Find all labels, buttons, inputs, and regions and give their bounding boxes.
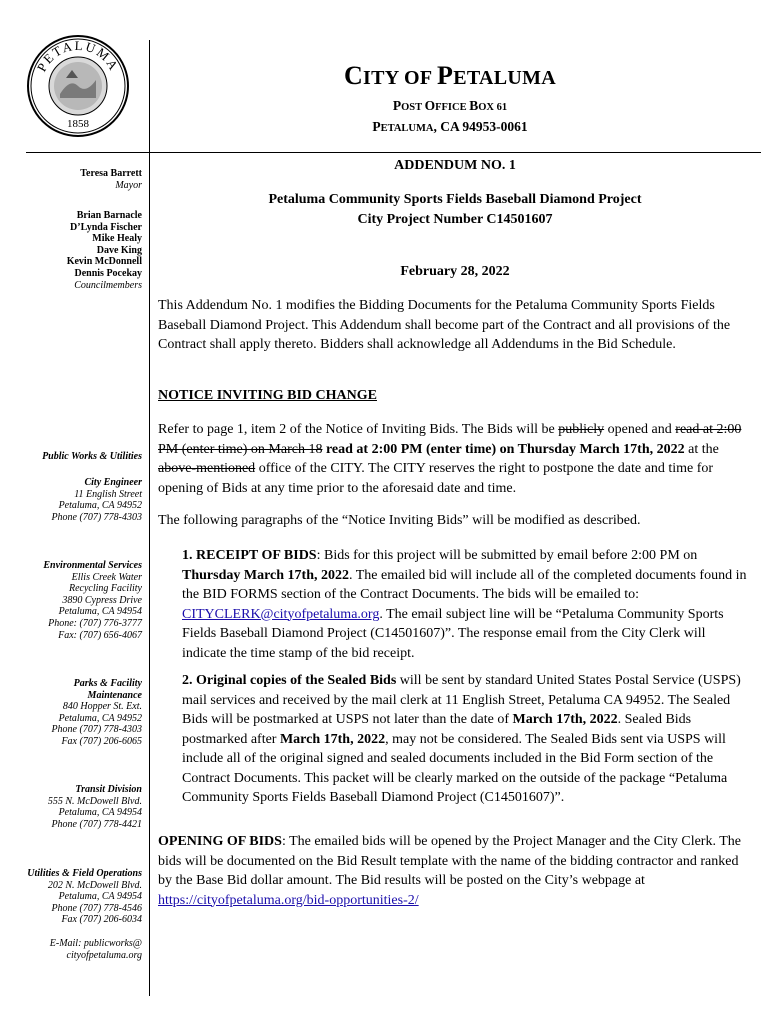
- sidebar-officials: [0, 168, 142, 191]
- council-member: D’Lynda Fischer: [70, 221, 142, 233]
- email-line: E-Mail: publicworks@: [49, 938, 142, 949]
- receipt-of-bids-item: 1. RECEIPT OF BIDS: Bids for this project will be submitted by email before 2:00 PM on Thursday March 17th, 2022. The emailed bid will include all of the completed documents found in the BID FORMS section of the Contract Documents. The bids will be emailed to: CITYCLERK@cityofpetaluma.org. The email subject line will be “Petaluma Community Sports Fields Baseball Diamond Project (C14501607)”. The response email from the City Clerk will indicate the time stamp of the bid receipt.: [182, 548, 747, 661]
- city-engineer-title: City Engineer: [84, 477, 142, 488]
- page-title: CITY OF PETALUMA: [343, 61, 557, 90]
- horizontal-divider: [26, 152, 761, 153]
- address-line: Petaluma, CA 94952: [58, 712, 142, 724]
- city-seal-logo: [26, 34, 130, 138]
- fax-line: Fax (707) 206-6034: [61, 914, 142, 926]
- vertical-divider: [149, 40, 150, 996]
- bid-opportunities-link[interactable]: https://cityofpetaluma.org/bid-opportunities-2/: [158, 892, 419, 908]
- email-line: cityofpetaluma.org: [66, 949, 142, 961]
- environmental-title: Environmental Services: [43, 560, 142, 571]
- sidebar-utilities: [0, 868, 142, 926]
- following-paragraph: The following paragraphs of the “Notice Inviting Bids” will be modified as described.: [158, 513, 641, 528]
- svg-text:PETALUMA: PETALUMA: [33, 37, 123, 75]
- letterhead: [150, 58, 750, 138]
- parks-title: Parks & Facility: [73, 678, 142, 689]
- address-line: Petaluma, CA 94954: [58, 891, 142, 903]
- address-line: Recycling Facility: [68, 583, 142, 595]
- transit-title: Transit Division: [75, 784, 142, 795]
- address-line: 202 N. McDowell Blvd.: [47, 879, 142, 891]
- intro-paragraph: This Addendum No. 1 modifies the Bidding Documents for the Petaluma Community Sports Fields Baseball Diamond Project. This Addendum shall become part of the Contract and all provisions of the Contract shall apply thereto. Bidders shall acknowledge all Addendums in the Bid Schedule.: [158, 298, 731, 352]
- council-title: Councilmembers: [74, 279, 142, 291]
- phone-line: Phone (707) 778-4546: [51, 902, 142, 914]
- address-line: Ellis Creek Water: [71, 571, 142, 583]
- fax-line: Fax: (707) 656-4067: [58, 629, 142, 641]
- sidebar-email: [0, 938, 142, 961]
- sidebar-transit: [0, 784, 142, 830]
- phone-line: Phone: (707) 776-3777: [48, 617, 142, 629]
- svg-text:1858: 1858: [67, 118, 89, 130]
- sealed-bids-item: 2. Original copies of the Sealed Bids will be sent by standard United States Postal Service (USPS) mail services and received by the mail clerk at 11 English Street, Petaluma CA 94952. The Sealed Bids will be postmarked at USPS not later than the date of March 17th, 2022. Sealed Bids postmarked after March 17th, 2022, may not be considered. The Sealed Bids sent via USPS will include all of the original signed and sealed documents included in the Bid Form section of the Contract Documents. This packet will be clearly marked on the outside of the package “Petaluma Community Sports Fields Baseball Diamond Project (C14501607)”.: [182, 673, 741, 805]
- addendum-number: ADDENDUM NO. 1: [394, 158, 516, 173]
- utilities-title: Utilities & Field Operations: [27, 868, 142, 879]
- city-address-line: PETALUMA, CA 94953-0061: [372, 119, 528, 134]
- address-line: Petaluma, CA 94952: [58, 500, 142, 512]
- opening-of-bids-paragraph: OPENING OF BIDS: The emailed bids will be opened by the Project Manager and the City Clerk. The bids will be documented on the Bid Result template with the name of the bidding contractor and ranked by the Base Bid dollar amount. The Bid results will be posted on the City’s webpage at https://cityofpetaluma.org/bid-opportunities-2/: [158, 834, 741, 908]
- address-line: 11 English Street: [74, 488, 142, 500]
- sidebar-parks: [0, 678, 142, 748]
- council-member: Kevin McDonnell: [66, 256, 142, 268]
- parks-title: Maintenance: [87, 689, 142, 701]
- address-line: 3890 Cypress Drive: [62, 594, 142, 606]
- sidebar-public-works: [0, 451, 142, 463]
- address-line: Petaluma, CA 94954: [58, 807, 142, 819]
- notice-heading: NOTICE INVITING BID CHANGE: [158, 388, 377, 403]
- council-member: Mike Healy: [92, 233, 142, 245]
- sidebar-city-engineer: [0, 477, 142, 523]
- phone-line: Phone (707) 778-4303: [51, 511, 142, 523]
- mayor-title: Mayor: [115, 179, 142, 191]
- project-title-line: Petaluma Community Sports Fields Baseball Diamond Project: [268, 192, 642, 207]
- refer-paragraph: Refer to page 1, item 2 of the Notice of Inviting Bids. The Bids will be publicly opened and read at 2:00 PM (enter time) on March 18 read at 2:00 PM (enter time) on Thursday March 17th, 2022 at the above-mentioned office of the CITY. The CITY reserves the right to postpone the date and time for opening of Bids at any time prior to the aforesaid date and time.: [158, 422, 742, 496]
- address-line: 555 N. McDowell Blvd.: [47, 795, 142, 807]
- sidebar-environmental: [0, 560, 142, 641]
- phone-line: Phone (707) 778-4421: [51, 818, 142, 830]
- council-member: Brian Barnacle: [76, 210, 142, 221]
- address-line: 840 Hopper St. Ext.: [62, 701, 142, 713]
- sidebar-council: [0, 210, 142, 291]
- council-member: Dennis Pocekay: [74, 267, 142, 279]
- addendum-date: February 28, 2022: [400, 264, 510, 279]
- public-works-title: Public Works & Utilities: [42, 451, 142, 462]
- mayor-name: Teresa Barrett: [80, 168, 142, 179]
- po-box-line: POST OFFICE BOX 61: [392, 98, 508, 113]
- city-clerk-email-link[interactable]: CITYCLERK@cityofpetaluma.org: [182, 606, 380, 622]
- council-member: Dave King: [96, 244, 142, 256]
- address-line: Petaluma, CA 94954: [58, 606, 142, 618]
- project-number-line: City Project Number C14501607: [357, 211, 553, 227]
- project-title: [158, 190, 752, 229]
- phone-line: Phone (707) 778-4303: [51, 724, 142, 736]
- fax-line: Fax (707) 206-6065: [61, 735, 142, 747]
